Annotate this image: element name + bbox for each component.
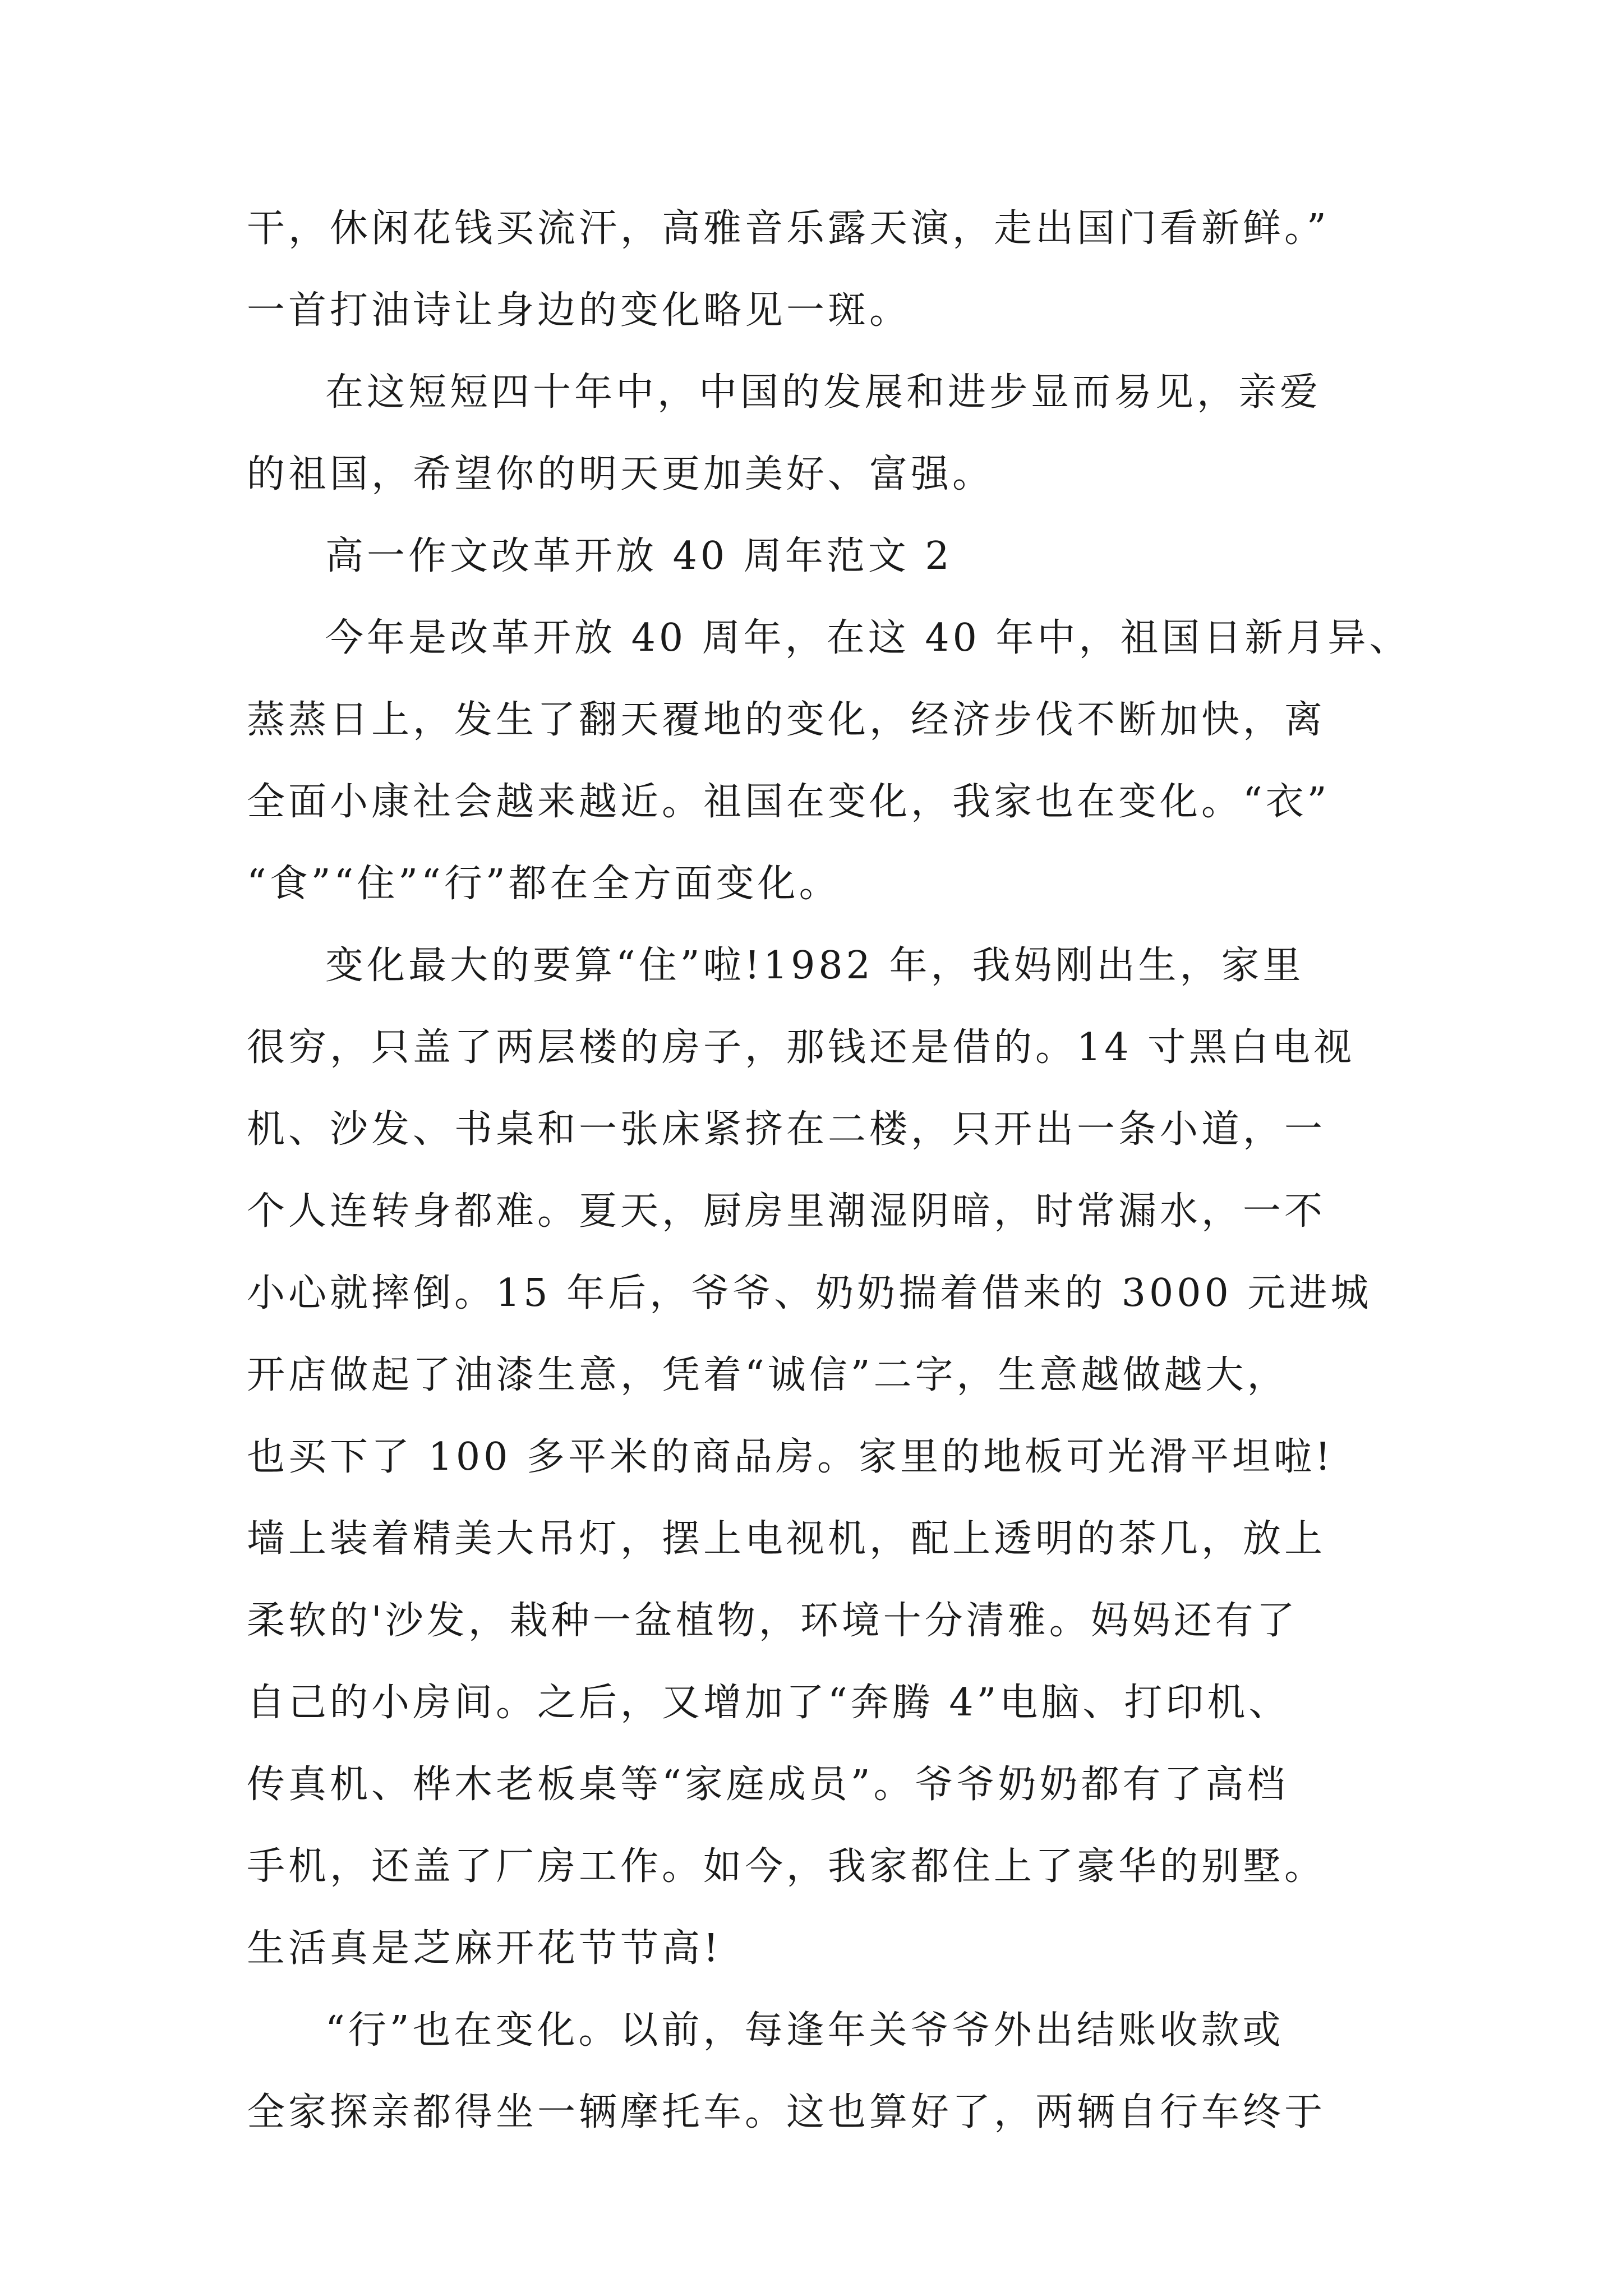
text-line-12: 机、沙发、书桌和一张床紧挤在二楼，只开出一条小道，一 [247,1107,1326,1152]
text-line-14: 小心就摔倒。15 年后，爷爷、奶奶揣着借来的 3000 元进城 [247,1271,1372,1315]
text-line-23: “行”也在变化。以前，每逢年关爷爷外出结账收款或 [325,2008,1284,2053]
text-line-9: “食”“住”“行”都在全方面变化。 [247,862,841,906]
text-line-17: 墙上装着精美大吊灯，摆上电视机，配上透明的茶几，放上 [247,1517,1326,1561]
text-line-11: 很穷，只盖了两层楼的房子，那钱还是借的。14 寸黑白电视 [247,1025,1355,1070]
text-line-22: 生活真是芝麻开花节节高! [247,1926,722,1971]
text-line-4: 的祖国，希望你的明天更加美好、富强。 [247,452,994,496]
text-line-13: 个人连转身都难。夏天，厨房里潮湿阴暗，时常漏水，一不 [247,1189,1326,1234]
text-line-1: 干，休闲花钱买流汗，高雅音乐露天演，走出国门看新鲜。” [247,206,1330,251]
text-line-2: 一首打油诗让身边的变化略见一斑。 [247,288,911,333]
text-line-3: 在这短短四十年中，中国的发展和进步显而易见，亲爱 [325,370,1322,415]
text-line-6: 今年是改革开放 40 周年，在这 40 年中，祖国日新月异、 [325,616,1411,660]
text-line-21: 手机，还盖了厂房工作。如今，我家都住上了豪华的别墅。 [247,1844,1326,1889]
text-line-7: 蒸蒸日上，发生了翻天覆地的变化，经济步伐不断加快，离 [247,698,1326,742]
text-line-19: 自己的小房间。之后，又增加了“奔腾 4”电脑、打印机、 [247,1681,1290,1725]
text-line-20: 传真机、桦木老板桌等“家庭成员”。爷爷奶奶都有了高档 [247,1763,1289,1807]
text-line-16: 也买下了 100 多平米的商品房。家里的地板可光滑平坦啦! [247,1435,1334,1479]
text-line-15: 开店做起了油漆生意，凭着“诚信”二字，生意越做越大， [247,1353,1289,1397]
text-line-18: 柔软的'沙发，栽种一盆植物，环境十分清雅。妈妈还有了 [247,1599,1298,1643]
text-line-24: 全家探亲都得坐一辆摩托车。这也算好了，两辆自行车终于 [247,2090,1326,2134]
text-line-10: 变化最大的要算“住”啦!1982 年，我妈刚出生，家里 [325,944,1304,988]
text-line-8: 全面小康社会越来越近。祖国在变化，我家也在变化。“衣” [247,780,1330,824]
section-heading: 高一作文改革开放 40 周年范文 2 [325,534,953,578]
